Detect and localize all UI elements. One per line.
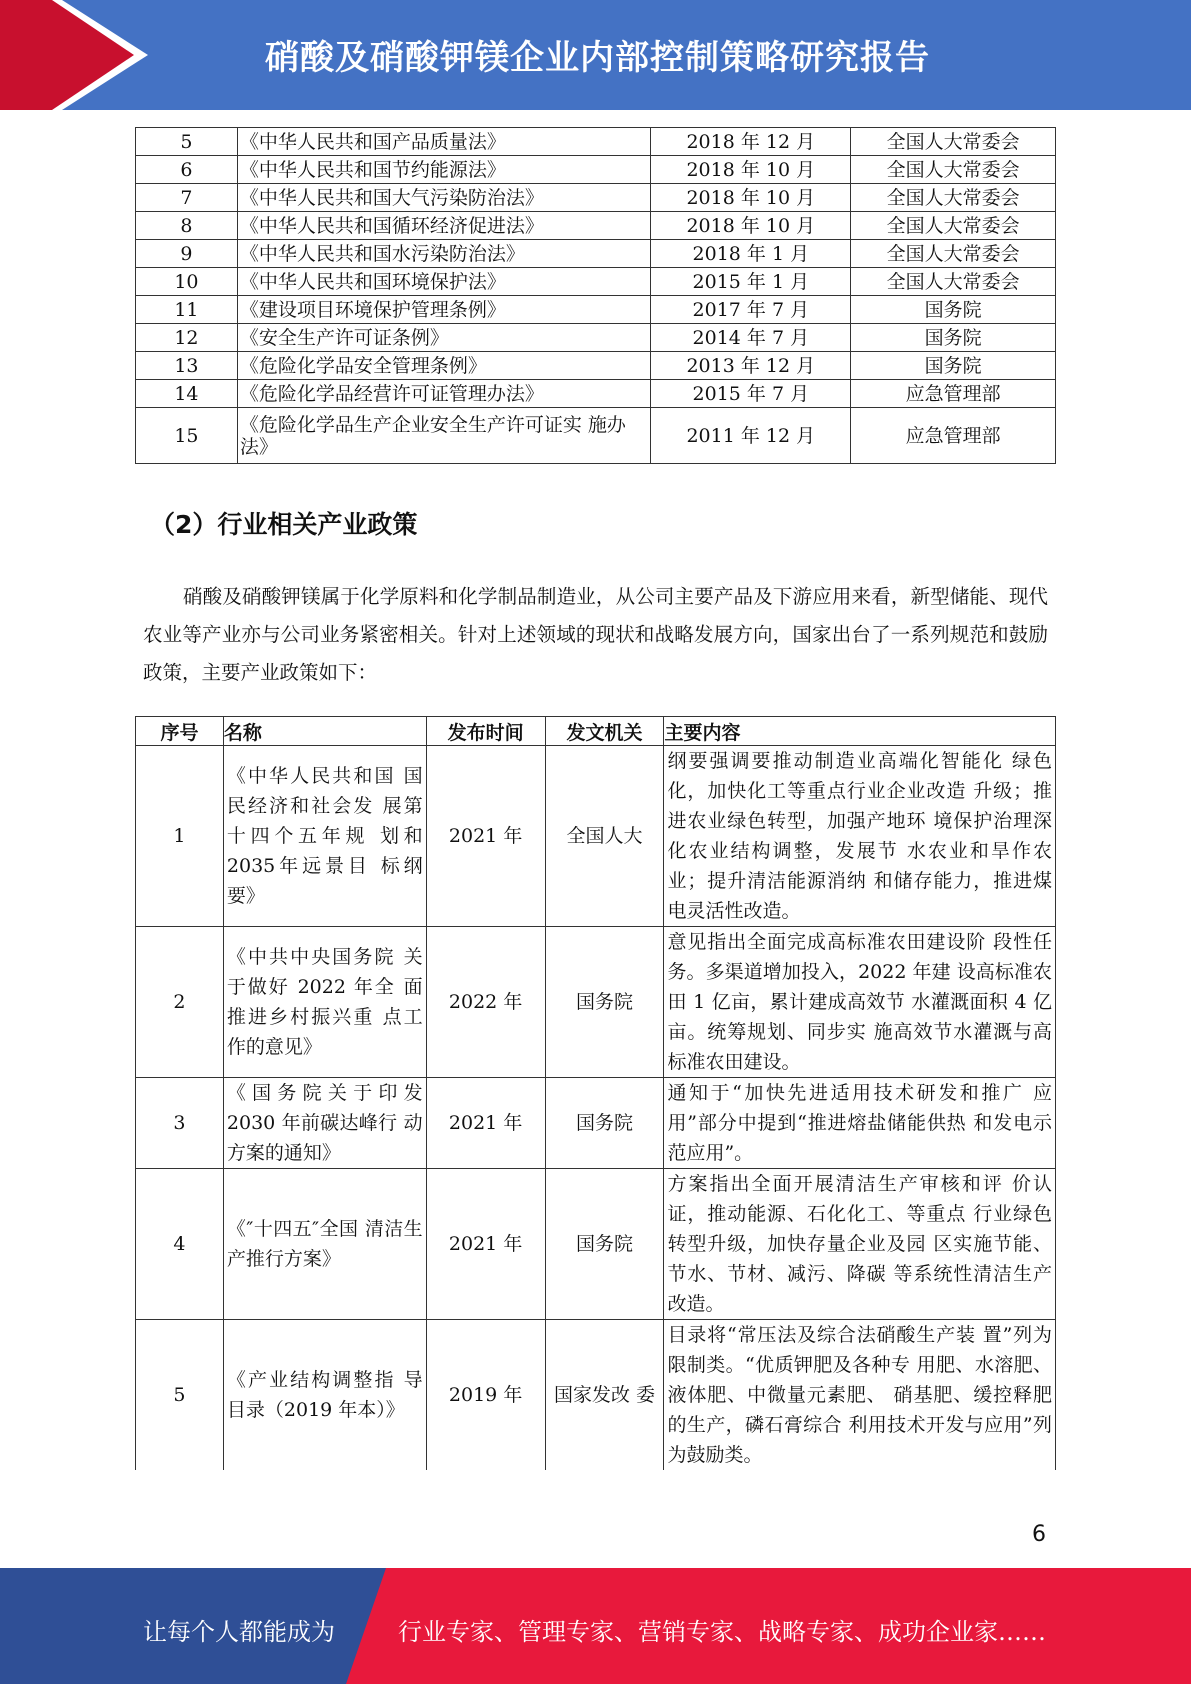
law-date-cell: 2018 年 10 月 (651, 184, 851, 212)
law-no-cell: 7 (136, 184, 238, 212)
policy-table (135, 716, 1056, 1470)
law-org-cell: 国务院 (851, 296, 1056, 324)
policy-org-cell: 国务院 (545, 927, 664, 1078)
table-row (136, 324, 1056, 352)
law-date-cell: 2018 年 12 月 (651, 128, 851, 156)
policy-org-cell: 国务院 (545, 1169, 664, 1320)
policy-date-cell: 2021 年 (426, 1078, 545, 1169)
law-org-cell: 应急管理部 (851, 408, 1056, 464)
policy-content-cell: 目录将“常压法及综合法硝酸生产装 置”列为限制类。“优质钾肥及各种专 用肥、水溶肥、液体肥、中微量元素肥、 硝基肥、缓控释肥的生产，磷石膏综合 利用技术开发与应用”列为鼓励类。 (664, 1320, 1056, 1471)
law-date-cell: 2018 年 10 月 (651, 156, 851, 184)
policy-name-cell: 《国务院关于印发 2030 年前碳达峰行 动方案的通知》 (223, 1078, 426, 1169)
law-no-cell: 9 (136, 240, 238, 268)
law-name-cell: 《建设项目环境保护管理条例》 (237, 296, 651, 324)
table-row (136, 268, 1056, 296)
law-name-cell: 《中华人民共和国水污染防治法》 (237, 240, 651, 268)
report-title: 硝酸及硝酸钾镁企业内部控制策略研究报告 (265, 38, 930, 78)
policy-no-cell: 5 (136, 1320, 224, 1471)
law-no-cell: 12 (136, 324, 238, 352)
policy-date-cell: 2021 年 (426, 1169, 545, 1320)
table-row (136, 408, 1056, 464)
law-org-cell: 国务院 (851, 324, 1056, 352)
law-org-cell: 国务院 (851, 352, 1056, 380)
law-no-cell: 10 (136, 268, 238, 296)
policy-content-cell: 方案指出全面开展清洁生产审核和评 价认证，推动能源、石化化工、等重点 行业绿色转型升级，加快存量企业及园 区实施节能、节水、节材、减污、降碳 等系统性清洁生产改造。 (664, 1169, 1056, 1320)
law-no-cell: 8 (136, 212, 238, 240)
law-date-cell: 2011 年 12 月 (651, 408, 851, 464)
table-row (136, 296, 1056, 324)
policy-content-cell: 通知于“加快先进适用技术研发和推广 应用”部分中提到“推进熔盐储能供热 和发电示范应用”。 (664, 1078, 1056, 1169)
law-no-cell: 11 (136, 296, 238, 324)
policy-name-cell: 《产业结构调整指 导目录（2019 年本）》 (223, 1320, 426, 1471)
law-name-cell: 《危险化学品安全管理条例》 (237, 352, 651, 380)
law-name-cell: 《中华人民共和国节约能源法》 (237, 156, 651, 184)
policy-content-cell: 纲要强调要推动制造业高端化智能化 绿色化，加快化工等重点行业企业改造 升级；推进农业绿色转型，加强产地环 境保护治理深化农业结构调整，发展节 水农业和旱作农业；提升清洁能源消纳 和储存能力，推进煤电灵活性改造。 (664, 746, 1056, 927)
law-org-cell: 全国人大常委会 (851, 240, 1056, 268)
law-org-cell: 应急管理部 (851, 380, 1056, 408)
law-date-cell: 2014 年 7 月 (651, 324, 851, 352)
section-heading: （2）行业相关产业政策 (150, 510, 418, 539)
law-org-cell: 全国人大常委会 (851, 268, 1056, 296)
policy-org-cell: 国家发改 委 (545, 1320, 664, 1471)
table-row (136, 212, 1056, 240)
law-no-cell: 14 (136, 380, 238, 408)
header-org: 发文机关 (545, 717, 664, 746)
table-row (136, 746, 1056, 927)
policy-date-cell: 2021 年 (426, 746, 545, 927)
law-name-cell: 《中华人民共和国环境保护法》 (237, 268, 651, 296)
table-row (136, 240, 1056, 268)
table-row (136, 380, 1056, 408)
law-date-cell: 2018 年 1 月 (651, 240, 851, 268)
policy-name-cell: 《中共中央国务院 关于做好 2022 年全 面推进乡村振兴重 点工作的意见》 (223, 927, 426, 1078)
policy-no-cell: 1 (136, 746, 224, 927)
law-org-cell: 全国人大常委会 (851, 184, 1056, 212)
law-table (135, 127, 1056, 464)
law-date-cell: 2015 年 1 月 (651, 268, 851, 296)
law-name-cell: 《中华人民共和国产品质量法》 (237, 128, 651, 156)
table-row (136, 156, 1056, 184)
table-row (136, 1078, 1056, 1169)
law-name-cell: 《中华人民共和国循环经济促进法》 (237, 212, 651, 240)
policy-table-header-row (136, 717, 1056, 746)
table-row (136, 184, 1056, 212)
policy-name-cell: 《中华人民共和国 国民经济和社会发 展第十四个五年规 划和 2035年远景目 标纲要》 (223, 746, 426, 927)
policy-no-cell: 2 (136, 927, 224, 1078)
policy-no-cell: 3 (136, 1078, 224, 1169)
law-org-cell: 全国人大常委会 (851, 212, 1056, 240)
section-paragraph: 硝酸及硝酸钾镁属于化学原料和化学制品制造业，从公司主要产品及下游应用来看，新型储能、现代农业等产业亦与公司业务紧密相关。针对上述领域的现状和战略发展方向，国家出台了一系列规范和鼓励政策，主要产业政策如下： (143, 585, 1048, 684)
policy-date-cell: 2019 年 (426, 1320, 545, 1471)
table-row (136, 1169, 1056, 1320)
law-date-cell: 2017 年 7 月 (651, 296, 851, 324)
law-no-cell: 13 (136, 352, 238, 380)
law-org-cell: 全国人大常委会 (851, 128, 1056, 156)
table-row (136, 128, 1056, 156)
law-date-cell: 2018 年 10 月 (651, 212, 851, 240)
header-content: 主要内容 (664, 717, 1056, 746)
header-date: 发布时间 (426, 717, 545, 746)
policy-org-cell: 全国人大 (545, 746, 664, 927)
policy-org-cell: 国务院 (545, 1078, 664, 1169)
page-footer (0, 1568, 1191, 1684)
policy-name-cell: 《″十四五″全国 清洁生产推行方案》 (223, 1169, 426, 1320)
law-name-cell: 《危险化学品经营许可证管理办法》 (237, 380, 651, 408)
footer-slogan-left: 让每个人都能成为 (143, 1618, 335, 1646)
header-no: 序号 (136, 717, 224, 746)
footer-slogan-right: 行业专家、管理专家、营销专家、战略专家、成功企业家…… (398, 1618, 1046, 1646)
law-no-cell: 5 (136, 128, 238, 156)
table-row (136, 1320, 1056, 1471)
law-org-cell: 全国人大常委会 (851, 156, 1056, 184)
law-name-cell: 《危险化学品生产企业安全生产许可证实 施办法》 (237, 408, 651, 464)
page-header (0, 0, 1191, 110)
table-row (136, 352, 1056, 380)
table-row (136, 927, 1056, 1078)
law-name-cell: 《安全生产许可证条例》 (237, 324, 651, 352)
law-no-cell: 6 (136, 156, 238, 184)
law-date-cell: 2013 年 12 月 (651, 352, 851, 380)
policy-date-cell: 2022 年 (426, 927, 545, 1078)
law-no-cell: 15 (136, 408, 238, 464)
policy-content-cell: 意见指出全面完成高标准农田建设阶 段性任务。多渠道增加投入，2022 年建 设高标准农田 1 亿亩，累计建成高效节 水灌溉面积 4 亿亩。统筹规划、同步实 施高效节水灌溉与高标准农田建设。 (664, 927, 1056, 1078)
header-name: 名称 (223, 717, 426, 746)
law-date-cell: 2015 年 7 月 (651, 380, 851, 408)
law-name-cell: 《中华人民共和国大气污染防治法》 (237, 184, 651, 212)
page-number: 6 (1032, 1522, 1046, 1547)
policy-no-cell: 4 (136, 1169, 224, 1320)
